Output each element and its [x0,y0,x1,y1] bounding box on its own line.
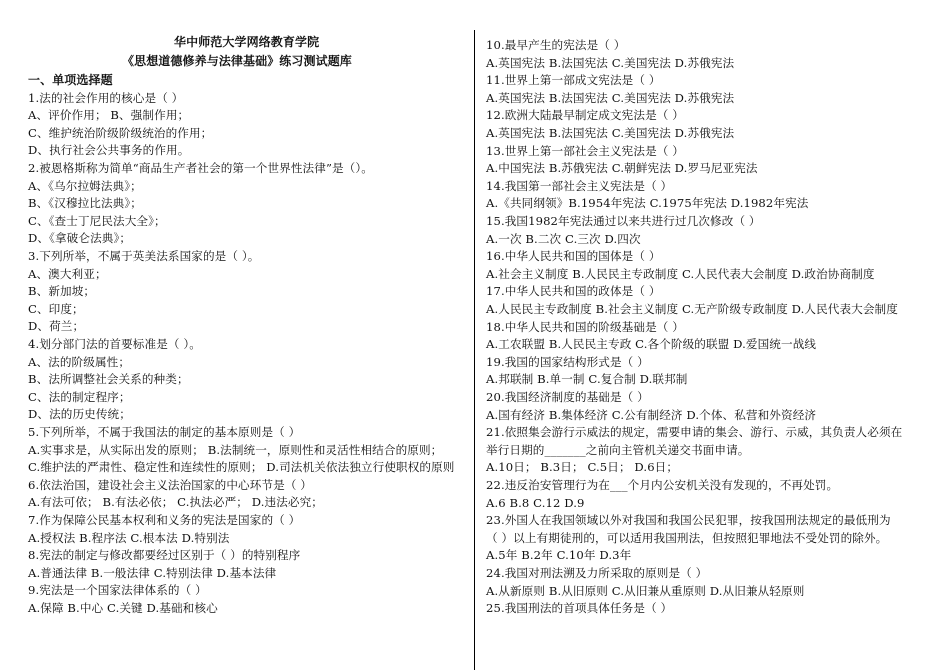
text-line: 16.中华人民共和国的国体是（ ） [486,249,661,264]
text-line: A.10日； B.3日； C.5日； D.6日； [486,460,679,475]
text-line: C、维护统治阶级阶级统治的作用； [28,125,213,140]
document-subtitle: 《思想道德修养与法律基础》练习测试题库 [122,54,352,68]
section-heading: 一、单项选择题 [28,73,113,87]
text-line: A.《共同纲领》B.1954年宪法 C.1975年宪法 D.1982年宪法 [486,196,809,211]
text-line: A、法的阶级属性； [28,354,131,369]
text-line: B、《汉穆拉比法典》； [28,196,142,211]
text-line: 15.我国1982年宪法通过以来共进行过几次修改（ ） [486,214,761,228]
text-line: A.普通法律 B.一般法律 C.特别法律 D.基本法律 [28,565,277,580]
text-line: A、澳大利亚； [28,266,107,281]
text-line: C、印度； [28,301,84,316]
text-line: 19.我国的国家结构形式是（ ） [486,354,649,369]
text-line: 8.宪法的制定与修改都要经过区别于（ ）的特别程序 [28,548,301,563]
text-line: A.有法可依； B.有法必依； C.执法必严； D.违法必究； [28,495,324,510]
text-line: A、《乌尔拉姆法典》； [28,178,142,193]
text-line: 6.依法治国，建设社会主义法治国家的中心环节是（ ） [28,477,313,492]
text-line: 13.世界上第一部社会主义宪法是（ ） [486,143,684,158]
text-line: 24.我国对刑法溯及力所采取的原则是（ ） [486,566,708,580]
text-line: D、《拿破仑法典》； [28,231,132,246]
text-line: A.英国宪法 B.法国宪法 C.美国宪法 D.苏俄宪法 [486,126,735,140]
text-line: 10.最早产生的宪法是（ ） [486,38,626,52]
text-line: B、新加坡； [28,284,96,299]
text-line: 9.宪法是一个国家法律体系的（ ） [28,583,207,598]
text-line: 举行日期的_______之前向主管机关递交书面申请。 [486,442,750,457]
text-line: 2.被恩格斯称为简单“商品生产者社会的第一个世界性法律”是（）。 [28,161,373,175]
text-line: 11.世界上第一部成文宪法是（ ） [486,73,661,88]
text-line: 3.下列所举，不属于英美法系国家的是（ ）。 [28,249,260,263]
text-line: A.社会主义制度 B.人民民主专政制度 C.人民代表大会制度 D.政治协商制度 [486,266,875,281]
text-line: D、荷兰； [28,319,85,334]
text-line: 22.违反治安管理行为在___个月内公安机关没有发现的，不再处罚。 [486,478,839,492]
text-line: A.英国宪法 B.法国宪法 C.美国宪法 D.苏俄宪法 [486,90,735,105]
column-divider [474,30,475,670]
text-line: 4.划分部门法的首要标准是（ ）。 [28,337,201,351]
text-line: D、法的历史传统； [28,407,131,422]
text-line: C.维护法的严肃性、稳定性和连续性的原则； D.司法机关依法独立行使职权的原则 [28,460,455,475]
text-line: A.保障 B.中心 C.关键 D.基础和核心 [28,601,218,615]
text-line: A.中国宪法 B.苏俄宪法 C.朝鲜宪法 D.罗马尼亚宪法 [486,161,758,176]
text-line: A.从新原则 B.从旧原则 C.从旧兼从重原则 D.从旧兼从轻原则 [486,583,805,598]
text-line: A.5年 B.2年 C.10年 D.3年 [486,548,632,563]
text-line: 18.中华人民共和国的阶级基础是（ ） [486,319,684,334]
text-line: 12.欧洲大陆最早制定成文宪法是（ ） [486,108,684,123]
text-line: C、法的制定程序； [28,389,131,404]
text-line: A.国有经济 B.集体经济 C.公有制经济 D.个体、私营和外资经济 [486,407,817,422]
text-line: 21.依照集会游行示威法的规定，需要申请的集会、游行、示威，其负责人必须在 [486,425,903,440]
text-line: A.授权法 B.程序法 C.根本法 D.特别法 [28,530,230,545]
text-line: A.邦联制 B.单一制 C.复合制 D.联邦制 [486,372,688,387]
text-line: A.一次 B.二次 C.三次 D.四次 [486,231,641,246]
text-line: （ ）以上有期徒刑的，可以适用我国刑法，但按照犯罪地法不受处罚的除外。 [486,530,888,545]
text-line: 25.我国刑法的首项具体任务是（ ） [486,601,673,616]
text-line: B、法所调整社会关系的种类； [28,372,189,387]
text-line: D、执行社会公共事务的作用。 [28,143,190,158]
text-line: 1.法的社会作用的核心是（ ） [28,90,184,105]
text-line: A.实事求是，从实际出发的原则； B.法制统一，原则性和灵活性相结合的原则； [28,442,443,457]
text-line: A.工农联盟 B.人民民主专政 C.各个阶级的联盟 D.爱国统一战线 [486,337,817,352]
text-line: A.英国宪法 B.法国宪法 C.美国宪法 D.苏俄宪法 [486,55,735,70]
text-line: A.人民民主专政制度 B.社会主义制度 C.无产阶级专政制度 D.人民代表大会制度 [486,302,898,316]
text-line: 5.下列所举，不属于我国法的制定的基本原则是（ ） [28,425,301,439]
text-line: A、评价作用； B、强制作用； [28,108,190,123]
text-line: A.6 B.8 C.12 D.9 [486,495,585,510]
text-line: C、《查士丁尼民法大全》； [28,213,166,228]
text-line: 23.外国人在我国领域以外对我国和我国公民犯罪，按我国刑法规定的最低刑为 [486,513,891,528]
text-line: 17.中华人民共和国的政体是（ ） [486,284,661,299]
text-line: 14.我国第一部社会主义宪法是（ ） [486,178,673,193]
text-line: 20.我国经济制度的基础是（ ） [486,390,649,404]
document-title: 华中师范大学网络教育学院 [174,35,320,49]
text-line: 7.作为保障公民基本权利和义务的宪法是国家的（ ） [28,513,301,527]
